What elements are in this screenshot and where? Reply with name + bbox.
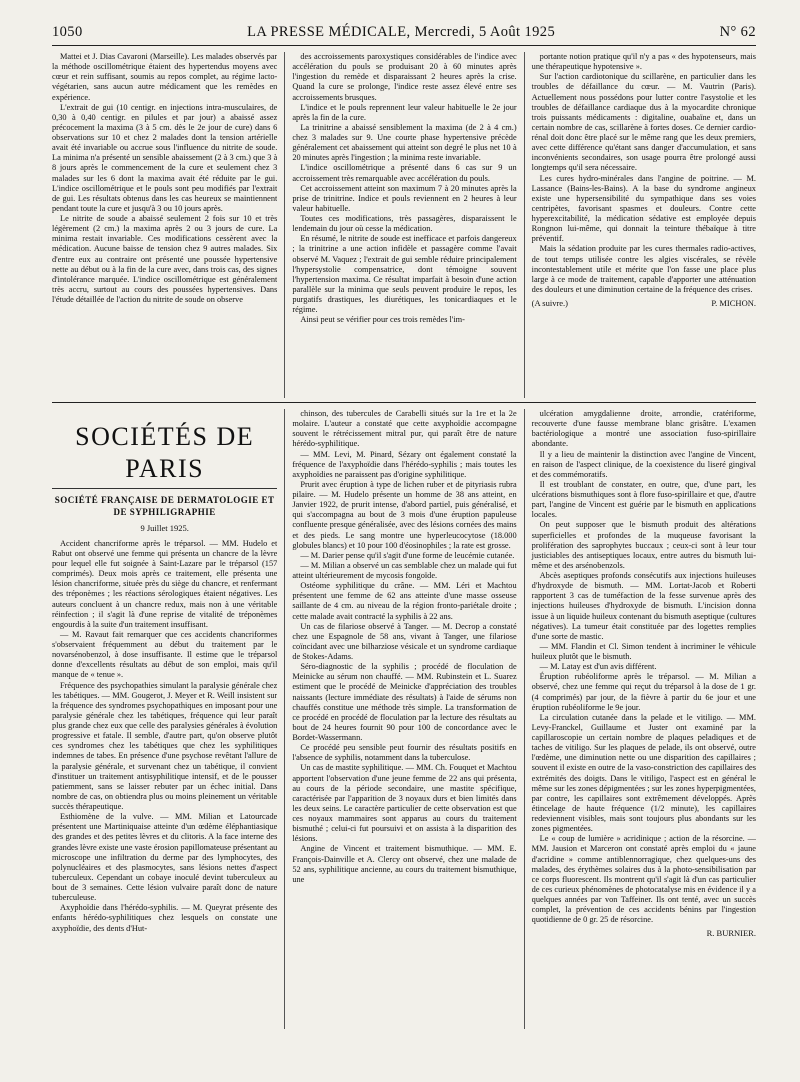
top-column-3 bbox=[524, 52, 756, 398]
session-date: 9 Juillet 1925. bbox=[140, 522, 189, 533]
paragraph: Angine de Vincent et traitement bismuthique. — MM. E. François-Dainville et A. Clercy ont observé, chez une malade de 52 ans, syphilitique ancienne, au cours du traitement bismuthique, une bbox=[292, 844, 517, 884]
paragraph: — MM. Flandin et Cl. Simon tendent à incriminer le véhicule huileux plutôt que le bismuth. bbox=[531, 641, 756, 661]
issue-number: N° 62 bbox=[719, 24, 756, 40]
paragraph: En résumé, le nitrite de soude est inefficace et parfois dangereux ; la trinitrine a une action infidèle et passagère comme l'avait observé M. Vaquez ; l'extrait de gui semble réduire principalement l'hypersystolie compensatrice, dont témoigne souvent l'hypertension maxima. Ce résultat imparfait à besoin d'une action parallèle sur la minima que seuls peuvent produire le repos, les purgatifs drastiques, les diurétiques, les tonicardiaques et le régime. bbox=[292, 234, 517, 315]
paragraph: des accroissements paroxystiques considérables de l'indice avec accélération du pouls se produisant 20 à 60 minutes après l'ingestion du remède et disparaissant 2 heures après la crise. Quand la cure se prolonge, l'indice reste assez élevé entre ses accroissements brusques. bbox=[292, 52, 517, 102]
paragraph: On peut supposer que le bismuth produit des altérations superficielles et profondes de la muqueuse favorisant la prolifération des saprophytes buccaux ; ceux-ci sont à leur tour justiciables des antiseptiques locaux, entre autres du bismuth lui-même et des arsénobenzols. bbox=[531, 520, 756, 570]
paragraph: Sur l'action cardiotonique du scillarène, en particulier dans les troubles de défaillance du cœur. — M. Vautrin (Paris). Actuellement nous possédons pour lutter contre l'asystolie et les troubles de défaillance cardiaque dus à la myocardite chronique trois puissants médicaments : digitaline, ouabaïne et, dans un certain nombre de cas, scillarène à fortes doses. Ce dernier cardio-rénal doit donc être placé sur le même rang que les deux premiers, avec cette différence qu'étant sans danger d'accumulation, et sans inconvénients secondaires, son usage pourra être prolongé aussi longtemps qu'il sera nécessaire. bbox=[531, 72, 756, 173]
paragraph: portante notion pratique qu'il n'y a pas « des hypotenseurs, mais une thérapeutique hypotensive ». bbox=[531, 52, 756, 72]
paragraph: ulcération amygdalienne droite, arrondie, cratériforme, recouverte d'une fausse membrane blanc grisâtre. L'examen bactériologique a montré une association fuso-spirillaire abondante. bbox=[531, 409, 756, 449]
paragraph: Mattei et J. Dias Cavaroni (Marseille). Les malades observés par la méthode oscillométrique étaient des hypertendus moyens avec cœur et rein suffisant, soumis au repos complet, au régime lacto-végétarien, sans aucun autre médicament que les remèdes en expérience. bbox=[52, 52, 278, 102]
paragraph: Fréquence des psychopathies simulant la paralysie générale chez les tabétiques. — MM. Gougerot, J. Meyer et R. Weill insistent sur la fréquence des syndromes psychopathiques en imposant pour une paralysie générale chez les tabétiques, fréquence qui leur paraît plus grande chez eux que celle des paralysies générales à évolution progressive et fatale. Il semble, d'autre part, qu'on observe plutôt ces syndromes chez les tabétiques que chez les syphilitiques indemnes de tabes. En présence d'une psychose revêtant l'allure de la paralysie générale, et survenant chez un tabétique, il convient d'instituer un traitement antisyphilitique intensif, et de le pousser patiemment, sans se laisser rebuter par un échec initial. Dans nombre de cas, on obtiendra plus ou moins pleinement un véritable succès thérapeutique. bbox=[52, 680, 278, 812]
paragraph: L'indice et le pouls reprennent leur valeur habituelle le 2e jour après la fin de la cure. bbox=[292, 102, 517, 122]
society-title: SOCIÉTÉ FRANÇAISE DE DERMATOLOGIE ET DE SYPHILIGRAPHIE bbox=[54, 495, 275, 517]
paragraph: Séro-diagnostic de la syphilis ; procédé de floculation de Meinicke au sérum non chauffé. — MM. Rubinstein et L. Suarez estiment que le procédé de Meinicke d'appréciation des troubles naissants (lecture immédiate des résultats) à l'aide de sérums non chauffés constitue une méthode très simple. La transformation de ce procédé en procédé de floculation par la lecture des résultats au bout de 24 heures fournit 90 pour 100 de concordance avec le Bordet-Wassermann. bbox=[292, 662, 517, 742]
continuation-line bbox=[532, 298, 756, 308]
paragraph: Le « coup de lumière » acridinique ; action de la résorcine. — MM. Jausion et Marceron ont constaté après emploi du « jaune d'acridine » comme antiblennorragique, chez quelques-uns des malades, des érythèmes solaires dus à la photo-sensibilisation par ce corps fluorescent. Ils montrent qu'il s'agit là d'un cas particulier de ces curieux phénomènes de photocatalyse mis en évidence il y a quelques années par von Taffeiner. Ils ont tenté, avec un succès complet, la prévention de ces accidents bénins par l'ingestion quotidienne de 0 gr. 25 de résorcine. bbox=[531, 834, 756, 925]
paragraph: Le nitrite de soude a abaissé seulement 2 fois sur 10 et très légèrement (2 cm.) la maxima après 2 ou 3 jours de cure. La minima restait invariable. Ces modifications cessèrent avec la médication. Aucune baisse de tension chez 9 autres malades. Six d'entre eux au contraire ont présenté une poussée hypertensive nette au début ou à la fin de la cure avec, dans trois cas, des signes d'intolérance marquée. L'indice oscillométrique est généralement très accru, surtout au cours des poussées hypertensives. Dans l'étude détaillée de l'action du nitrite de soude on observe bbox=[52, 214, 278, 304]
paragraph: Cet accroissement atteint son maximum 7 à 20 minutes après la prise de trinitrine. Indice et pouls reviennent en 2 heures à leur valeur habituelle. bbox=[292, 183, 517, 213]
paragraph: Il est troublant de constater, en outre, que, d'une part, les ulcérations bismuthiques sont à flore fuso-spirillaire et que, d'autre part, l'angine de Vincent est guérie par le bismuth en applications locales. bbox=[531, 479, 756, 520]
paragraph: chinson, des tubercules de Carabelli situés sur la 1re et la 2e molaire. L'auteur a constaté que cette axyphoïdie accompagne souvent le rétrécissement mitral pur, qui paraît être de nature hérédo-syphilitique. bbox=[292, 409, 517, 449]
paragraph: — MM. Levi, M. Pinard, Sézary ont également constaté la fréquence de l'axyphoïdie dans l'hérédo-syphilis ; mais toutes les axyphoïdies ne paraissent pas d'origine syphilitique. bbox=[292, 449, 517, 479]
paragraph: Toutes ces modifications, très passagères, disparaissent le lendemain du jour où cesse la médication. bbox=[292, 214, 517, 234]
paragraph: — M. Ravaut fait remarquer que ces accidents chancriformes s'observaient fréquemment au début du traitement par le novarsénobenzol, à dose insuffisante. Il estime que le tréparsol donne d'excellents résultats au début de son emploi, mais qu'il manque de « tenue ». bbox=[52, 629, 278, 680]
top-column-2 bbox=[284, 52, 516, 398]
paragraph: — M. Milian a observé un cas semblable chez un malade qui fut atteint ultérieurement de mycosis fongoïde. bbox=[292, 560, 517, 580]
author-signature: P. MICHON. bbox=[711, 298, 756, 308]
section-rule bbox=[52, 402, 756, 403]
bottom-column-3-body bbox=[532, 409, 756, 925]
top-column-3-body bbox=[532, 52, 756, 295]
paragraph: Accident chancriforme après le tréparsol. — MM. Hudelo et Rabut ont observé une femme qui présenta un chancre de la lèvre pour lequel elle fut soignée à Saint-Lazare par le tréparsol (157 comprimés). Deux mois après ce traitement, elle présenta une lésion chancriforme, située près du siège du chancre, et renfermant des tréponèmes ; les réactions sérologiques étaient négatives. Les auteurs concluent à un chancre redux, mais non à une véritable réinfection ; il s'agit là d'une reprise de vitalité de tréponèmes engourdis à la suite d'un traitement insuffisant. bbox=[52, 538, 278, 629]
bottom-column-2 bbox=[284, 409, 516, 1029]
paragraph: Prurit avec éruption à type de lichen ruber et de pityriasis rubra pilaire. — M. Hudelo présente un homme de 38 ans atteint, en Janvier 1922, de prurit intense, d'abord partiel, puis généralisé, et qui s'accompagna au bout de 3 mois d'une éruption papuleuse confluente presque généralisée, avec des lésions cornées des mains et des pieds. Le sang montre une hyperleucocytose (18.000 globules blancs) et 10 pour 100 d'éosinophiles ; la rate est grosse. bbox=[292, 479, 517, 550]
top-column-1 bbox=[52, 52, 277, 398]
paragraph: Éruption rubéoliforme après le tréparsol. — M. Milian a observé, chez une femme qui reçut du tréparsol à la dose de 1 gr. (4 comprimés) par jour, de la fièvre à partir du 6e jour et une éruption rubéoliforme le 9e jour. bbox=[531, 672, 756, 712]
paragraph: Mais la sédation produite par les cures thermales radio-actives, de tout temps utilisée contre les algies viscérales, se révèle incontestablement utile et mérite que l'on fasse une place plus large à ce mode de traitement, capable d'apporter une atténuation des douleurs et une diminution certaine de la fréquence des crises. bbox=[531, 244, 756, 294]
paragraph: Axyphoïdie dans l'hérédo-syphilis. — M. Queyrat présente des enfants hérédo-syphilitiques chez lesquels on constate une axyphoïdie, des dents d'Hut- bbox=[52, 903, 278, 933]
paragraph: La circulation cutanée dans la pelade et le vitiligo. — MM. Levy-Franckel, Guillaume et Juster ont examiné par la capillaroscopie un certain nombre de plaques peladiques et de taches de vitiligo. Sur les plaques de pelade, ils ont observé, outre l'œdème, une diminution nette ou une disparition des capillaires ; souvent il existe en outre de la vaso-constriction des capillaires des extrémités des doigts. Dans le vitiligo, l'aspect est en général le même sur les zones dépigmentées ; sur les zones hyperpigmentées, par contre, les capillaires sont extrêmement développés. Après étincelage de haute fréquence (1/2 minute), les capillaires redeviennent visibles, mais sont toujours plus abondants sur les zones pigmentées. bbox=[531, 712, 756, 834]
journal-title: LA PRESSE MÉDICALE, Mercredi, 5 Août 1925 bbox=[247, 24, 556, 40]
page-number: 1050 bbox=[52, 24, 83, 40]
paragraph: Un cas de mastite syphilitique. — MM. Ch. Fouquet et Machtou apportent l'observation d'une jeune femme de 22 ans qui présenta, au cours de la période secondaire, une mastite spécifique, caractérisée par l'apparition de 3 noyaux durs et bien limités dans les deux seins. Le caractère particulier de cette observation est que ces noyaux mammaires sont apparus au cours du traitement bismuthé ; celui-ci fut poursuivi et on assista à la disparition des lésions. bbox=[292, 763, 517, 844]
bottom-column-1-body bbox=[52, 539, 277, 934]
top-columns bbox=[52, 52, 756, 398]
bottom-column-3 bbox=[524, 409, 756, 1029]
paragraph: Les cures hydro-minérales dans l'angine de poitrine. — M. Lassance (Bains-les-Bains). A la base du syndrome angineux existe une hypersensibilité du sympathique dans ses voies centripètes, favorisant spasmes et douleurs. Contre cette hyperexcitabilité, la médication sédative est employée depuis Rongnon lui-même, qui donnait la teinture thébaïque à titre préventif. bbox=[531, 173, 756, 244]
paragraph: — M. Latay est d'un avis différent. bbox=[539, 662, 657, 672]
paragraph: L'indice oscillométrique a présenté dans 6 cas sur 9 un accroissement très remarquable avec accélération du pouls. bbox=[292, 163, 517, 183]
paragraph: Un cas de filariose observé à Tanger. — M. Decrop a constaté chez une Espagnole de 58 ans, vivant à Tanger, une filariose coïncidant avec une bilharziose vésicale et un syndrome cardiaque de Stokes-Adams. bbox=[292, 621, 517, 661]
to-be-continued: (A suivre.) bbox=[531, 298, 569, 308]
paragraph: Ostéome syphilitique du crâne. — MM. Léri et Machtou présentent une femme de 62 ans atteinte d'une masse osseuse saillante de 4 cm. au niveau de la région fronto-pariétale droite ; cette malade avait contracté la syphilis à 22 ans. bbox=[292, 581, 517, 621]
paragraph: L'extrait de gui (10 centigr. en injections intra-musculaires, de 0,30 à 0,40 centigr. en pilules et par jour) a abaissé assez précocement la maxima (3 à 5 cm. dès le 2e jour de cure) dans 6 observations sur 10 et chez 2 malades dont la tension artérielle avait été invariable ou accrue sous l'influence du nitrite de soude. La minima n'a présenté un sensible abaissement (2 à 3 cm.) que 3 à 8 jours après le commencement de la cure et seulement chez 3 malades sur les 6 dont la maxima avait été réduite par le gui. L'indice oscillométrique et le pouls sont peu modifiés par l'extrait de gui. Les résultats obtenus dans les cas heureux se maintiennent pendant toute la cure et jusqu'à 3 ou 10 jours après. bbox=[52, 102, 278, 213]
paragraph: Ce procédé peu sensible peut fournir des résultats positifs en l'absence de syphilis, notamment dans la tuberculose. bbox=[292, 743, 517, 763]
page-header bbox=[52, 24, 756, 46]
paragraph: Il y a lieu de maintenir la distinction avec l'angine de Vincent, en raison de l'aspect clinique, de la coexistence du liseré gingival et des commémoratifs. bbox=[531, 449, 756, 479]
bottom-column-1 bbox=[52, 409, 277, 1029]
paragraph: Esthiomène de la vulve. — MM. Milian et Latourcade présentent une Martiniquaise atteinte d'un œdème éléphantiasique des grandes et des petites lèvres et du clitoris. A la face interne des grandes lèvre existe une vaste érosion papillomateuse présentant au microscope une infiltration du derme par des lymphocytes, des polynucléaires et des plasmocytes, sans lésions nettes d'aspect tuberculeux. Cependant un cobaye inoculé devint tuberculeux au bout de 3 semaines. Cette lésion vulvaire paraît donc de nature tuberculeuse. bbox=[52, 812, 278, 903]
paragraph: La trinitrine a abaissé sensiblement la maxima (de 2 à 4 cm.) chez 3 malades sur 9. Une courte phase hypertensive précède généralement cet abaissement qui atteint son degré le plus net 10 à 20 minutes après l'ingestion ; la minima reste invariable. bbox=[292, 122, 517, 163]
section-banner: SOCIÉTÉS DE PARIS bbox=[52, 421, 277, 489]
paragraph: Abcès aseptiques profonds consécutifs aux injections huileuses d'hydroxyde de bismuth. — MM. Lortat-Jacob et Roberti rapportent 3 cas de tuméfaction de la fesse survenue après des injections huileuses d'hydroxyde de bismuth. L'incision donna issue à un liquide huileux contenant du bismuth aseptique (cultures négatives). La tumeur était constituée par des logettes remplies d'une sorte de mastic. bbox=[531, 571, 756, 641]
paragraph: — M. Darier pense qu'il s'agit d'une forme de leucémie cutanée. bbox=[300, 550, 515, 560]
paragraph: Ainsi peut se vérifier pour ces trois remèdes l'im- bbox=[300, 315, 465, 325]
bottom-columns bbox=[52, 409, 756, 1029]
report-signature: R. BURNIER. bbox=[706, 928, 756, 939]
